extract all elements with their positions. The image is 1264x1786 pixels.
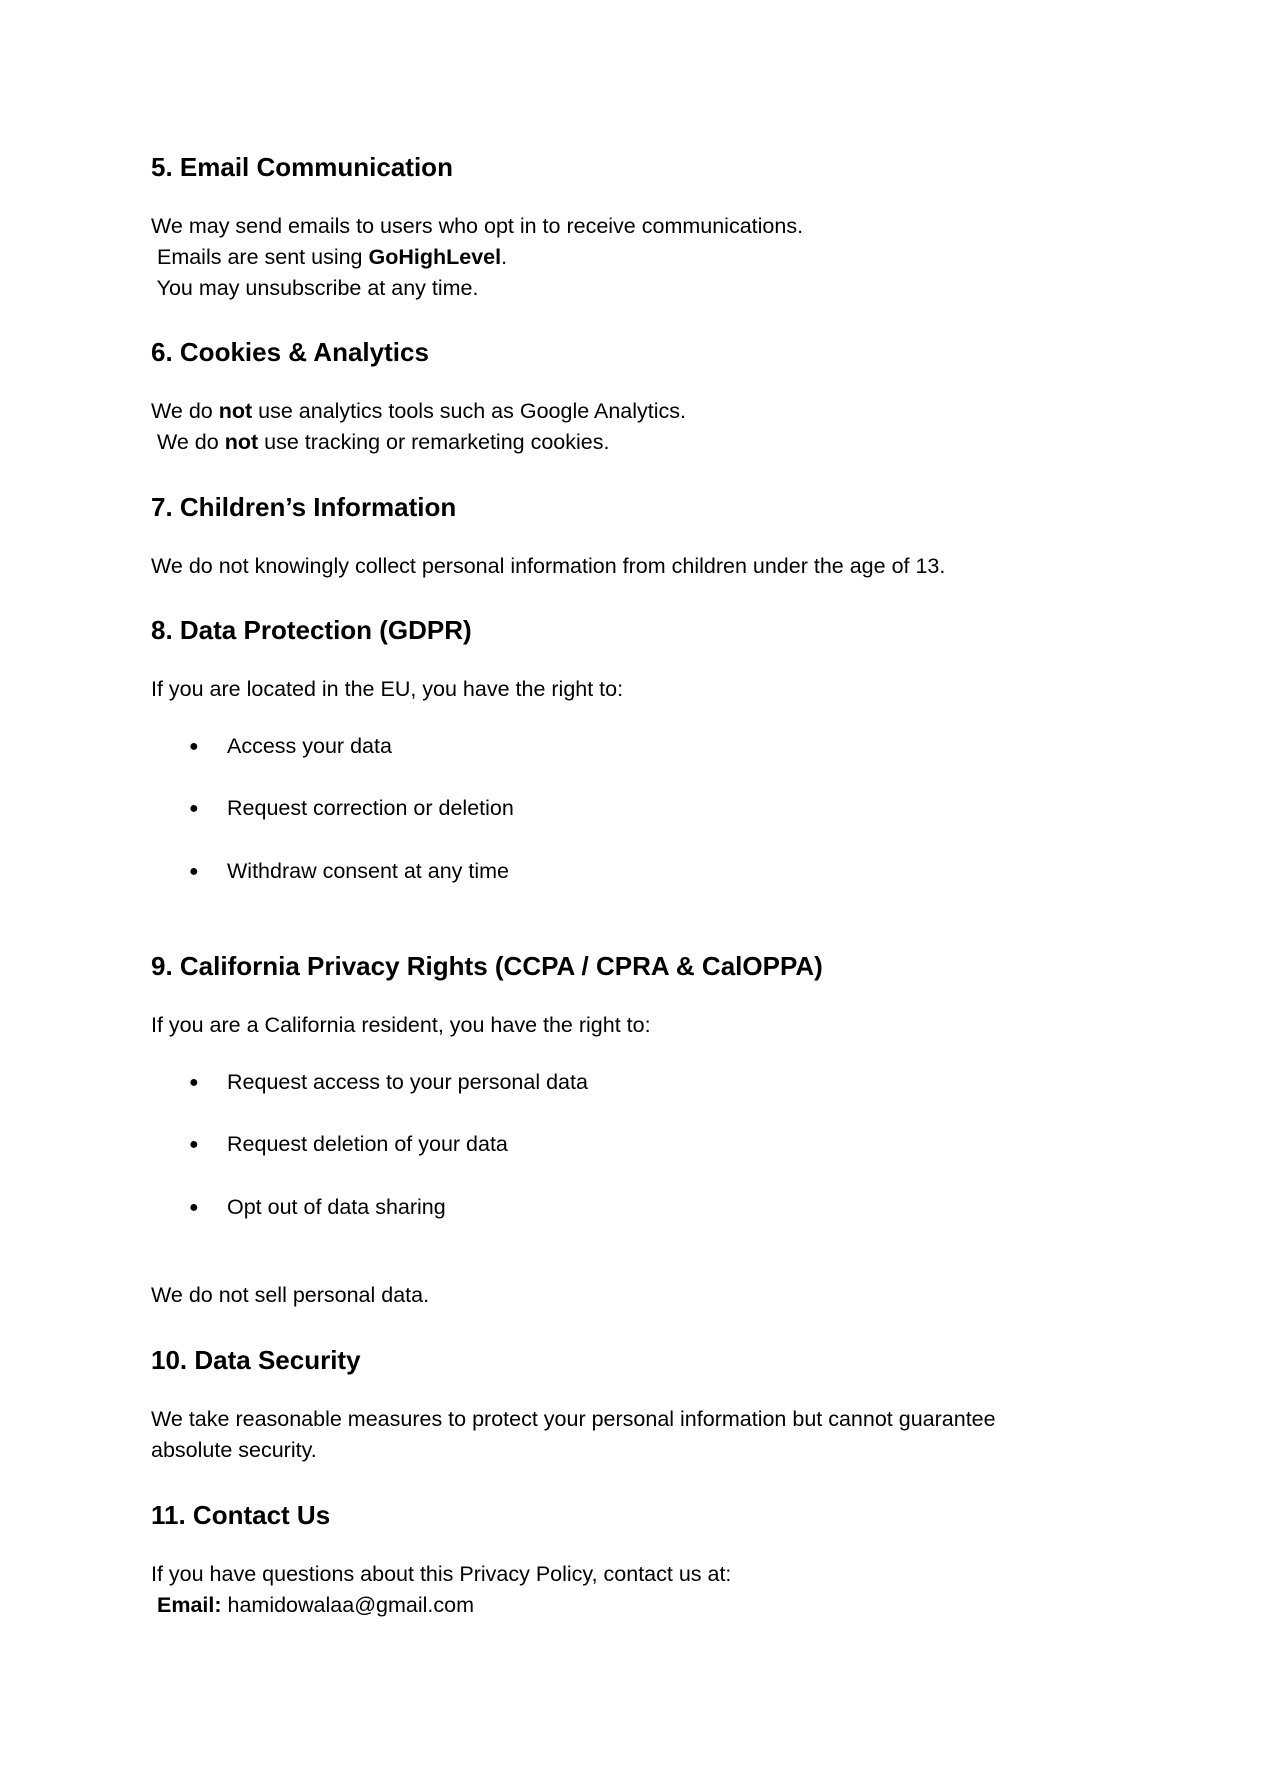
section-heading-data-security: 10. Data Security bbox=[151, 1345, 361, 1375]
paragraph-line: We do not use tracking or remarketing cookies. bbox=[151, 430, 610, 454]
bullet-icon: ● bbox=[189, 863, 199, 880]
list-item: ● Request deletion of your data bbox=[189, 1129, 508, 1160]
section-heading-childrens-information: 7. Children’s Information bbox=[151, 492, 457, 522]
bullet-icon: ● bbox=[189, 1074, 199, 1091]
provider-name: GoHighLevel bbox=[368, 245, 502, 269]
list-item: ● Access your data bbox=[189, 731, 392, 762]
paragraph-line: You may unsubscribe at any time. bbox=[151, 276, 479, 300]
email-address: hamidowalaa@gmail.com bbox=[227, 1593, 474, 1617]
section-heading-email-communication: 5. Email Communication bbox=[151, 152, 453, 182]
paragraph-body: We take reasonable measures to protect your personal information but cannot guarantee absolute security. bbox=[151, 1407, 996, 1462]
paragraph-line: Emails are sent using GoHighLevel. bbox=[151, 245, 508, 269]
bullet-icon: ● bbox=[189, 800, 199, 817]
bullet-icon: ● bbox=[189, 1199, 199, 1216]
section-heading-gdpr: 8. Data Protection (GDPR) bbox=[151, 615, 472, 645]
paragraph-outro: We do not sell personal data. bbox=[151, 1283, 430, 1307]
list-item: ● Request access to your personal data bbox=[189, 1067, 588, 1098]
section-heading-california-privacy: 9. California Privacy Rights (CCPA / CPRA & CalOPPA) bbox=[151, 951, 823, 981]
paragraph-line: We do not knowingly collect personal information from children under the age of 13. bbox=[151, 554, 946, 578]
list-item: ● Withdraw consent at any time bbox=[189, 856, 509, 887]
paragraph-line: We do not use analytics tools such as Google Analytics. bbox=[151, 399, 686, 423]
section-heading-cookies-analytics: 6. Cookies & Analytics bbox=[151, 337, 429, 367]
section-heading-contact-us: 11. Contact Us bbox=[151, 1500, 331, 1530]
paragraph-line: We may send emails to users who opt in to receive communications. bbox=[151, 214, 804, 238]
paragraph-intro: If you have questions about this Privacy Policy, contact us at: bbox=[151, 1562, 732, 1586]
contact-email-line bbox=[151, 1590, 474, 1621]
list-item: ● Request correction or deletion bbox=[189, 793, 514, 824]
paragraph-intro: If you are located in the EU, you have the right to: bbox=[151, 677, 624, 701]
bullet-icon: ● bbox=[189, 738, 199, 755]
email-label: Email: bbox=[156, 1593, 222, 1617]
bullet-icon: ● bbox=[189, 1136, 199, 1153]
paragraph-intro: If you are a California resident, you have the right to: bbox=[151, 1013, 651, 1037]
list-item: ● Opt out of data sharing bbox=[189, 1192, 446, 1223]
